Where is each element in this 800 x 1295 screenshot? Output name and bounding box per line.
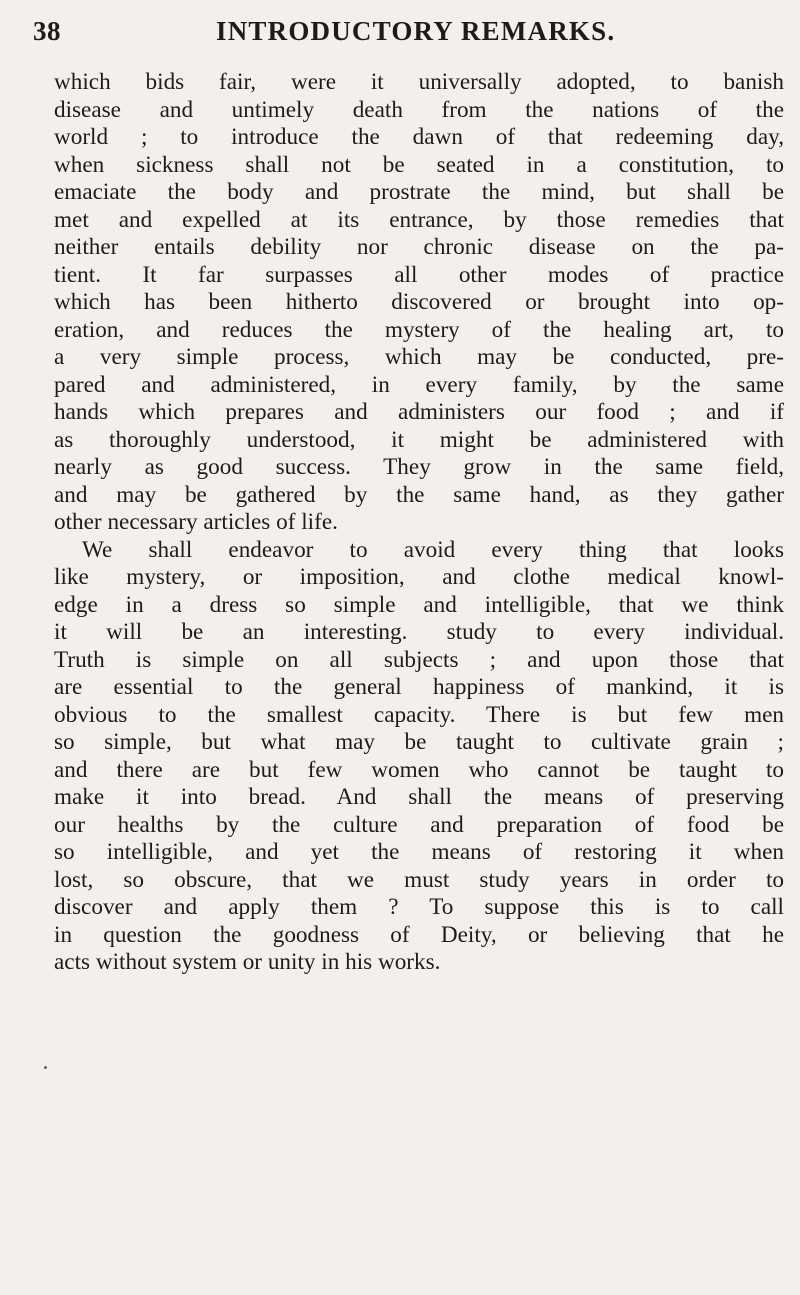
text-line: met and expelled at its entrance, by those remedies that	[54, 206, 784, 233]
text-line: pared and administered, in every family, by the same	[54, 371, 784, 398]
text-line: are essential to the general happiness of mankind, it is	[54, 674, 784, 700]
text-line: eration, and reduces the mystery of the healing art, to	[54, 316, 784, 343]
text-line: when sickness shall not be seated in a constitution, to	[54, 151, 784, 178]
text-line: neither entails debility nor chronic disease on the pa-	[54, 234, 784, 260]
text-line: tient. It far surpasses all other modes of practice	[54, 261, 784, 288]
text-line: so simple, but what may be taught to cultivate grain ;	[54, 729, 784, 755]
text-line: lost, so obscure, that we must study years in order to	[54, 866, 784, 893]
text-line: which has been hitherto discovered or brought into op-	[54, 289, 784, 315]
text-line: disease and untimely death from the nations of the	[54, 96, 784, 123]
text-line: hands which prepares and administers our food ; and if	[54, 399, 784, 425]
text-line: as thoroughly understood, it might be administered with	[54, 426, 784, 453]
text-line: world ; to introduce the dawn of that redeeming day,	[54, 124, 784, 150]
text-line: in question the goodness of Deity, or believing that he	[54, 921, 784, 948]
body-text	[54, 69, 784, 977]
text-line: nearly as good success. They grow in the same field,	[54, 454, 784, 480]
paragraph-start-line: We shall endeavor to avoid every thing that looks	[82, 536, 784, 563]
text-line: other necessary articles of life.	[54, 509, 338, 535]
text-line: our healths by the culture and preparation of food be	[54, 811, 784, 838]
text-line: and may be gathered by the same hand, as they gather	[54, 481, 784, 508]
text-line: edge in a dress so simple and intelligible, that we think	[54, 591, 784, 618]
paper-speck	[44, 1066, 47, 1069]
running-title: INTRODUCTORY REMARKS.	[216, 16, 616, 46]
text-line: it will be an interesting. study to every individual.	[54, 619, 784, 645]
text-line: a very simple process, which may be conducted, pre-	[54, 344, 784, 370]
text-line: acts without system or unity in his works.	[54, 949, 441, 975]
text-line: like mystery, or imposition, and clothe medical knowl-	[54, 564, 784, 590]
text-line: Truth is simple on all subjects ; and upon those that	[54, 646, 784, 673]
text-line: obvious to the smallest capacity. There is but few men	[54, 701, 784, 728]
text-line: discover and apply them ? To suppose this is to call	[54, 894, 784, 920]
text-line: and there are but few women who cannot be taught to	[54, 756, 784, 783]
text-line: so intelligible, and yet the means of restoring it when	[54, 839, 784, 865]
text-line: which bids fair, were it universally adopted, to banish	[54, 69, 784, 95]
page-number: 38	[33, 16, 61, 46]
text-line: emaciate the body and prostrate the mind, but shall be	[54, 179, 784, 205]
text-line: make it into bread. And shall the means of preserving	[54, 784, 784, 810]
